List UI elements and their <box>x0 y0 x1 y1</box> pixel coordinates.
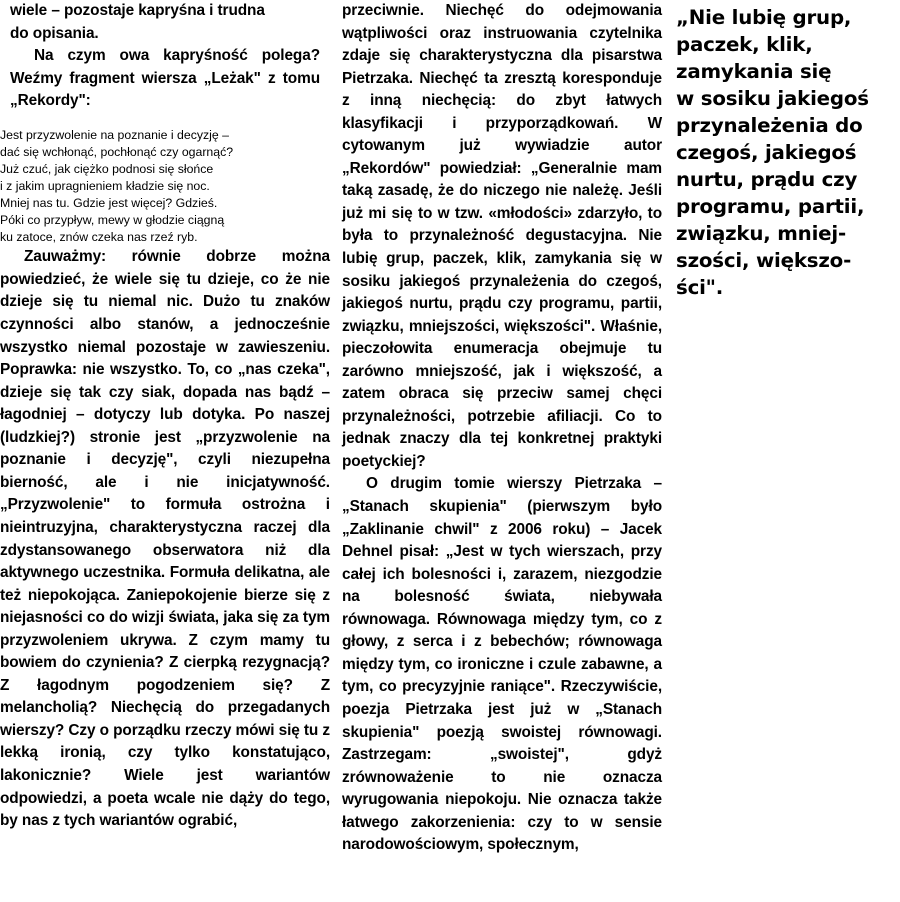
poem-line: Już czuć, jak ciężko podnosi się słońce <box>0 161 214 176</box>
pull-quote <box>676 4 900 301</box>
pull-quote-line: paczek, klik, <box>676 33 813 56</box>
lead-line: do opisania. <box>10 24 99 42</box>
lead-line: wiele – pozostaje kapryśna i trudna <box>10 2 265 19</box>
pull-quote-line: związku, mniej- <box>676 222 846 245</box>
poem-line: Póki co przypływ, mewy w głodzie ciągną <box>0 213 225 228</box>
lead-paragraph: Na czym owa kapryśność polega? Weźmy fragment wiersza „Leżak" z tomu „Rekordy": <box>10 47 320 110</box>
pull-quote-line: nurtu, prądu czy <box>676 168 858 191</box>
poem-line: dać się wchłonąć, pochłonąć czy ogarnąć? <box>0 144 234 159</box>
pull-quote-line: „Nie lubię grup, <box>676 6 852 29</box>
poem-line: i z jakim upragnieniem kładzie się noc. <box>0 179 210 194</box>
pull-quote-line: czegoś, jakiegoś <box>676 141 857 164</box>
pull-quote-line: szości, większo- <box>676 249 852 272</box>
middle-column <box>342 0 662 857</box>
pull-quote-line: w sosiku jakiegoś <box>676 87 869 110</box>
pull-quote-line: przynależenia do <box>676 114 863 137</box>
pull-quote-line: zamykania się <box>676 60 832 83</box>
poem-excerpt <box>0 127 330 247</box>
body-paragraph: przeciwnie. Niechęć do odejmowania wątpliwości oraz instruowania czytelnika zdaje się charakterystyczna dla pisarstwa Pietrzaka. Niechęć ta zresztą koresponduje z inną niechęcią: do zbyt łatwych klasyfikacji i przyporządkowań. W cytowanym już wywiadzie autor „Rekordów" powiedział: „Generalnie mam taką zasadę, że do niczego nie należę. Jeśli już mi się to w tzw. «młodości» zdarzyło, to była to przynależność degustacyjna. Nie lubię grup, paczek, klik, zamykania się w sosiku jakiegoś przynależenia do czegoś, jakiegoś nurtu, prądu czy programu, partii, związku, mniejszości, większości". Właśnie, pieczołowita enumeracja obejmuje tu zarówno mniejszość, jak i większość, a zatem obraca się przeciw samej chęci przynależności, potrzebie afiliacji. Co to jednak znaczy dla tej konkretnej praktyki poetyckiej? <box>342 2 662 470</box>
pull-quote-line: programu, partii, <box>676 195 865 218</box>
poem-line: Jest przyzwolenie na poznanie i decyzję – <box>0 127 229 142</box>
body-paragraph: Zauważmy: równie dobrze można powiedzieć, że wiele się tu dzieje, co że nie dzieje się tu niemal nic. Dużo tu znaków czynności albo stanów, a jednocześnie wszystko niemal pozostaje w zawieszeniu. Poprawka: nie wszystko. To, co „nas czeka", dzieje się tak czy siak, dopada nas bądź – łagodniej – dotyczy lub dotyka. Po naszej (ludzkiej?) stronie jest „przyzwolenie na poznanie i decyzję", czyli niezupełna bierność, ale i nie inicjatywność. „Przyzwolenie" to formuła ostrożna i nieintruzyjna, charakterystyczna raczej dla zdystansowanego obserwatora niż dla aktywnego uczestnika. Formuła delikatna, ale też niepokojąca. Zaniepokojenie bierze się z niejasności co do wizji świata, jaka się za tym przyzwoleniem ukrywa. Z czym mamy tu bowiem do czynienia? Z cierpką rezygnacją? Z łagodnym pogodzeniem się? Z melancholią? Niechęcią do przegadanych wierszy? Czy o porządku rzeczy mówi się tu z lekką ironią, czy tylko konstatująco, lakonicznie? Wiele jest wariantów odpowiedzi, a poeta wcale nie dąży do tego, by nas z tych wariantów ograbić, <box>0 248 331 830</box>
pull-quote-line: ści". <box>676 276 724 299</box>
body-paragraph: O drugim tomie wierszy Pietrzaka – „Stanach skupienia" (pierwszym było „Zaklinanie chwil" z 2006 roku) – Jacek Dehnel pisał: „Jest w tych wierszach, przy całej ich bolesności i, zarazem, niezgodzie na bolesność świata, niebywała równowaga. Równowaga między tym, co z głowy, z serca i z bebechów; równowaga między tym, co ironiczne i czule zabawne, a tym, co precyzyjnie raniące". Rzeczywiście, poezja Pietrzaka jest już w „Stanach skupienia" poezją swoistej równowagi. Zastrzegam: „swoistej", gdyż zrównoważenie to nie oznacza wyrugowania niepokoju. Nie oznacza także łatwego zakorzenienia: czy to w sensie narodowościowym, społecznym, <box>342 475 662 854</box>
poem-line: ku zatoce, znów czeka nas rzeź ryb. <box>0 230 198 245</box>
poem-line: Mniej nas tu. Gdzie jest więcej? Gdzieś. <box>0 196 218 211</box>
left-column <box>0 0 330 833</box>
